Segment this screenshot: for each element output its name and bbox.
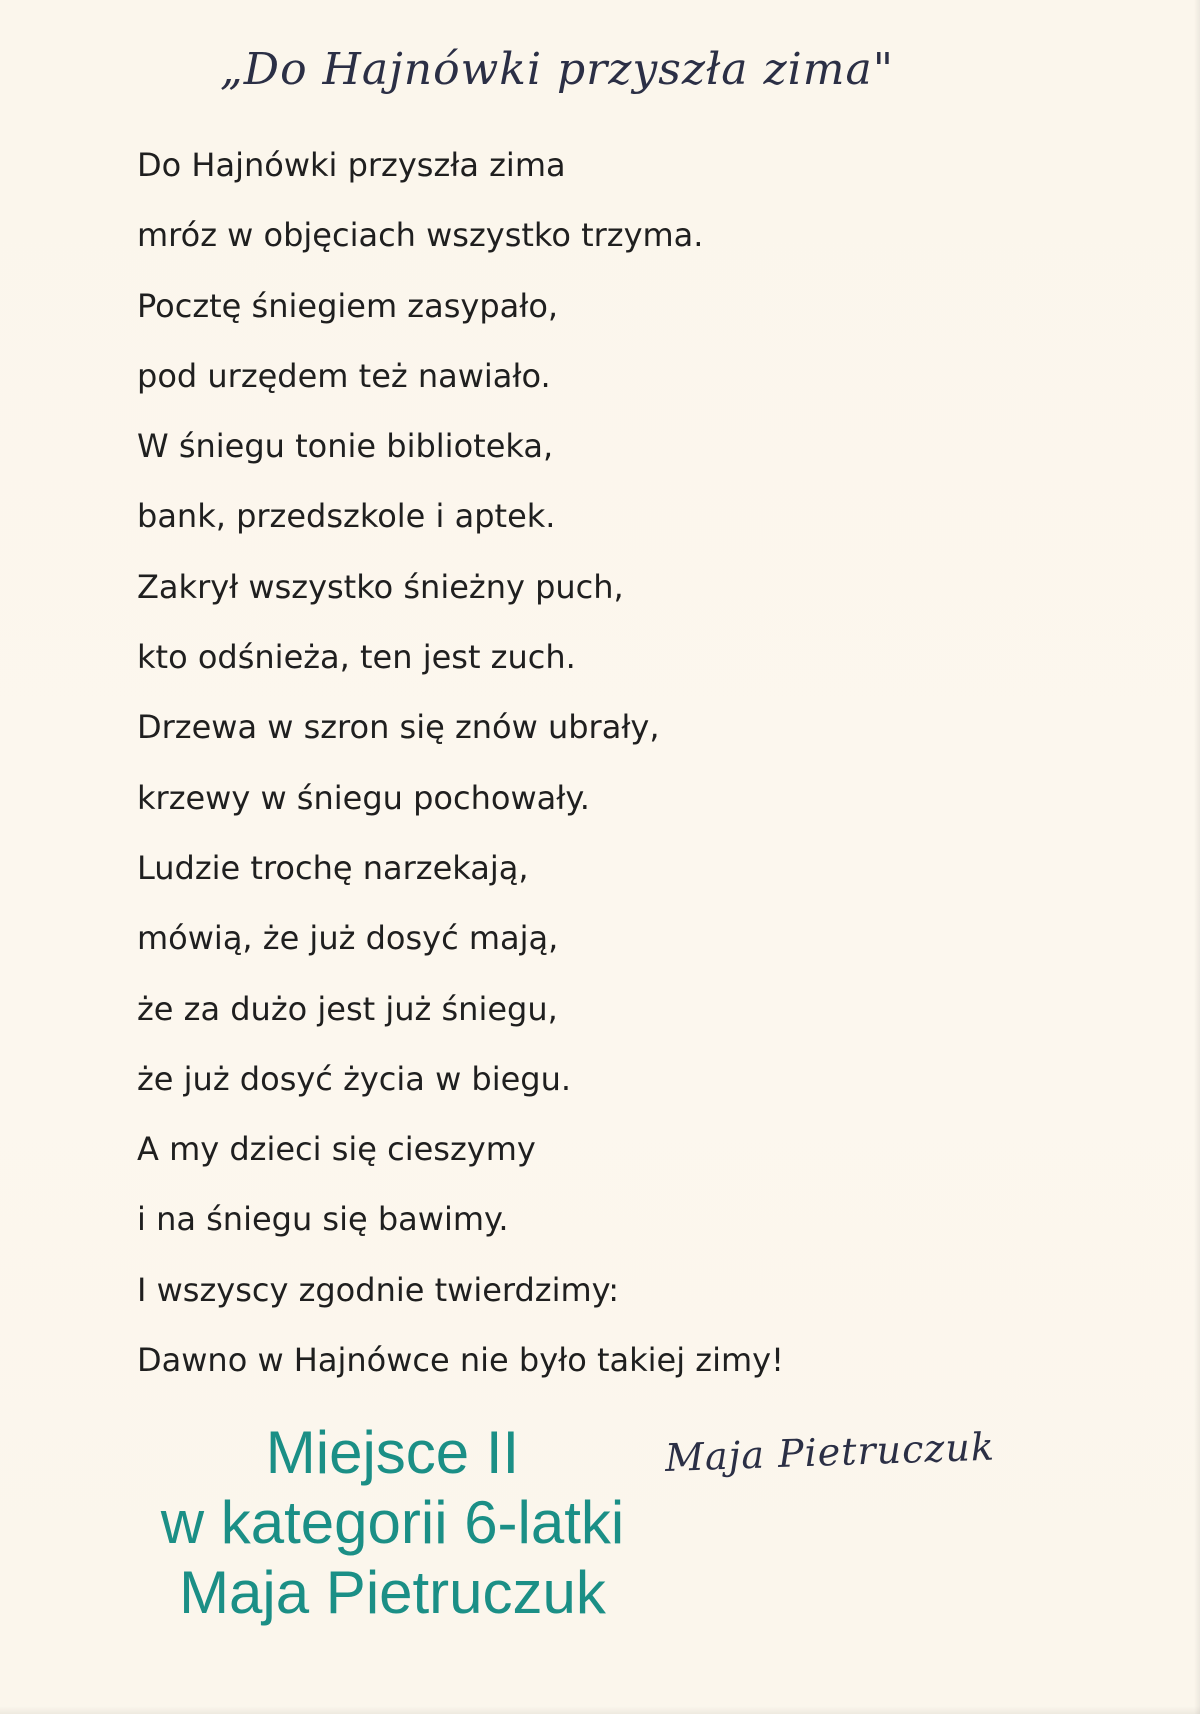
poem-line: Zakrył wszystko śnieżny puch, [137,567,624,606]
poem-line: bank, przedszkole i aptek. [137,497,556,536]
poem-line: że już dosyć życia w biegu. [137,1059,572,1098]
poem-line: Pocztę śniegiem zasypało, [137,286,559,325]
poem-line: krzewy w śniegu pochowały. [137,778,590,817]
page-edge-shadow [1194,0,1200,1714]
poem-line: mówią, że już dosyć mają, [137,919,559,958]
poem-line: i na śniegu się bawimy. [137,1200,509,1239]
poem-line: W śniegu tonie biblioteka, [137,427,554,466]
poem-line: Ludzie trochę narzekają, [137,848,529,887]
page-bottom-edge [0,1706,1200,1714]
poem-line: Drzewa w szron się znów ubrały, [137,708,660,747]
poem-line: mróz w objęciach wszystko trzyma. [137,216,704,255]
poem-line: I wszyscy zgodnie twierdzimy: [137,1270,620,1309]
poem-body [137,130,1057,1395]
poem-line: pod urzędem też nawiało. [137,356,551,395]
poem-line: A my dzieci się cieszymy [137,1130,536,1169]
poem-line: Dawno w Hajnówce nie było takiej zimy! [137,1341,784,1380]
handwritten-signature: Maja Pietruczuk [664,1424,996,1480]
award-category: w kategorii 6-latki [160,1489,625,1556]
handwritten-title: „Do Hajnówki przyszła zima" [220,44,894,95]
award-place: Miejsce II [265,1419,520,1486]
award-winner: Maja Pietruczuk [179,1559,606,1626]
award-caption [100,1418,685,1628]
poem-line: że za dużo jest już śniegu, [137,989,558,1028]
poem-line: kto odśnieża, ten jest zuch. [137,638,576,677]
poem-line: Do Hajnówki przyszła zima [137,146,566,184]
